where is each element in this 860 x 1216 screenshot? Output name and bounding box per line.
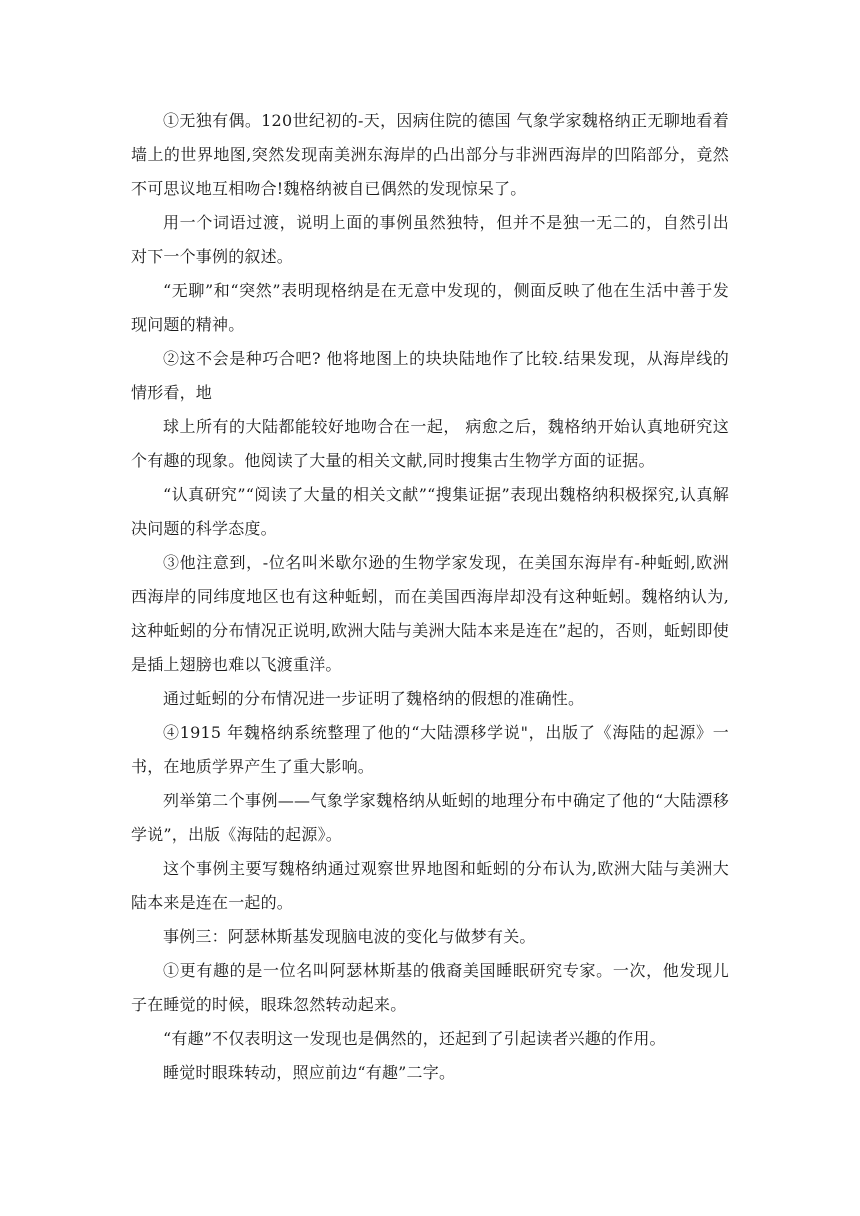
paragraph-11: 这个事例主要写魏格纳通过观察世界地图和蚯蚓的分布认为,欧洲大陆与美洲大陆本来是连在一起的。 <box>131 859 729 912</box>
paragraph-1: ①无独有偶。120世纪初的-天，因病住院的德国 气象学家魏格纳正无聊地看着墙上的世界地图,突然发现南美洲东海岸的凸出部分与非洲西海岸的凹陷部分，竟然不可思议地互相吻合!魏格纳被自已偶然的发现惊呆了。 <box>131 111 729 198</box>
paragraph-9: ④1915 年魏格纳系统整理了他的“大陆漂移学说"，出版了《海陆的起源》一书，在地质学界产生了重大影响。 <box>131 723 729 776</box>
paragraph-3: “无聊”和“突然”表明现格纳是在无意中发现的，侧面反映了他在生活中善于发现问题的精神。 <box>131 281 729 334</box>
paragraph-13: ①更有趣的是一位名叫阿瑟林斯基的俄裔美国睡眠研究专家。一次，他发现儿子在睡觉的时候，眼珠忽然转动起来。 <box>131 961 729 1014</box>
paragraph-2: 用一个词语过渡，说明上面的事例虽然独特，但并不是独一无二的，自然引出对下一个事例的叙述。 <box>131 213 729 266</box>
paragraph-15: 睡觉时眼珠转动，照应前边“有趣”二字。 <box>163 1063 456 1082</box>
paragraph-6: “认真研究”“阅读了大量的相关文献”“搜集证据”表现出魏格纳积极探究,认真解决问题的科学态度。 <box>131 485 729 538</box>
paragraph-8: 通过蚯蚓的分布情况进一步证明了魏格纳的假想的准确性。 <box>163 689 585 708</box>
paragraph-7: ③他注意到，-位名叫米歇尔逊的生物学家发现，在美国东海岸有-种蚯蚓,欧洲西海岸的同纬度地区也有这种蚯蚓，而在美国西海岸却没有这种蚯蚓。魏格纳认为,这种蚯蚓的分布情况正说明,欧洲大陆与美洲大陆本来是连在”起的，否则，蚯蚓即使是插上翅膀也难以飞渡重洋。 <box>131 553 729 674</box>
paragraph-5: 球上所有的大陆都能较好地吻合在一起， 病愈之后，魏格纳开始认真地研究这个有趣的现象。他阅读了大量的相关文献,同时搜集古生物学方面的证据。 <box>131 417 729 470</box>
paragraph-12: 事例三：阿瑟林斯基发现脑电波的变化与做梦有关。 <box>163 927 536 946</box>
paragraph-10: 列举第二个事例——气象学家魏格纳从蚯蚓的地理分布中确定了他的“大陆漂移学说”，出版《海陆的起源》。 <box>131 791 729 844</box>
paragraph-4: ②这不会是种巧合吧? 他将地图上的块块陆地作了比较.结果发现，从海岸线的情形看，地 <box>131 349 729 402</box>
document-body <box>131 104 729 1090</box>
paragraph-14: “有趣”不仅表明这一发现也是偶然的，还起到了引起读者兴趣的作用。 <box>163 1029 666 1048</box>
